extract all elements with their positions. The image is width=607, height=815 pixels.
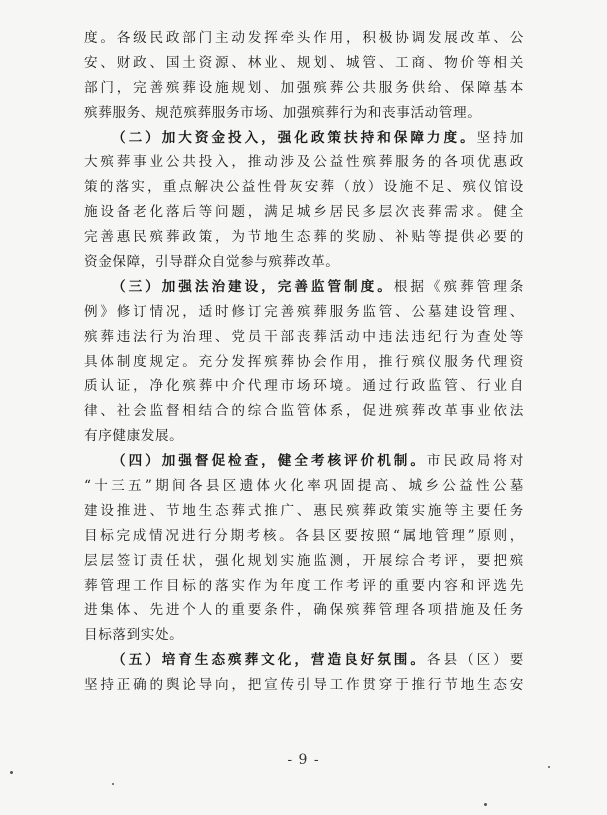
section-heading-line: [84, 449, 524, 474]
line-text: 例》修订情况，适时修订完善殡葬服务监管、公墓建设管理、: [84, 303, 524, 320]
body-line: [84, 374, 524, 399]
section-heading: （二）加大资金投入，强化政策扶持和保障力度。: [112, 129, 477, 146]
line-text: 施设备老化落后等问题，满足城乡居民多层次丧葬需求。健全: [84, 204, 524, 221]
body-line: [84, 574, 524, 599]
scan-speck: [10, 771, 13, 774]
body-line: [84, 325, 524, 350]
body-line: [84, 200, 524, 225]
line-text: 葬管理工作目标的落实作为年度工作考评的重要内容和评选先: [84, 577, 524, 594]
line-text: 完善惠民殡葬政策，为节地生态葬的奖励、补贴等提供必要的: [84, 229, 524, 246]
line-text: 大殡葬事业公共投入，推动涉及公益性殡葬服务的各项优惠政: [84, 154, 524, 171]
body-line: [84, 549, 524, 574]
section-heading-line: [84, 126, 524, 151]
body-line: [84, 399, 524, 424]
line-text: 坚持正确的舆论导向，把宣传引导工作贯穿于推行节地生态安: [84, 677, 524, 694]
body-line: [84, 26, 524, 51]
line-text: 建设推进、节地生态葬式推广、惠民殡葬政策实施等主要任务: [84, 502, 524, 519]
body-line: [84, 150, 524, 175]
body-line: [84, 250, 524, 275]
line-text: 质认证，净化殡葬中介代理市场环境。通过行政监管、行业自: [84, 378, 524, 395]
section-heading: （五）培育生态殡葬文化，营造良好氛围。: [112, 652, 427, 669]
section-heading-line: [84, 275, 524, 300]
body-line: [84, 101, 524, 126]
body-line: [84, 598, 524, 623]
line-text: 根据《殡葬管理条: [393, 278, 524, 295]
scan-speck: [548, 766, 550, 768]
body-line: [84, 300, 524, 325]
line-text: 律、社会监督相结合的综合监管体系，促进殡葬改革事业依法: [84, 403, 524, 420]
section-heading-line: [84, 648, 524, 673]
page-number: - 9 -: [287, 752, 320, 768]
body-line: [84, 350, 524, 375]
body-line: [84, 225, 524, 250]
line-text: 殡葬违法行为治理、党员干部丧葬活动中违法违纪行为查处等: [84, 328, 524, 345]
line-text: 目标落到实处。: [84, 627, 184, 644]
line-text: 各县（区）要: [426, 652, 524, 669]
line-text: 有序健康发展。: [84, 428, 184, 445]
body-line: [84, 76, 524, 101]
line-text: 资金保障，引导群众自觉参与殡葬改革。: [84, 254, 340, 271]
line-text: 进集体、先进个人的重要条件，确保殡葬管理各项措施及任务: [84, 602, 524, 619]
line-text: 策的落实，重点解决公益性骨灰安葬（放）设施不足、殡仪馆设: [84, 179, 524, 196]
body-line: [84, 623, 524, 648]
line-text: 层层签订责任状，强化规划实施监测，开展综合考评，要把殡: [84, 552, 524, 569]
body-line: [84, 524, 524, 549]
scan-speck: [484, 803, 487, 806]
section-heading: （三）加强法治建设，完善监管制度。: [112, 278, 394, 295]
line-text: 殡葬服务、规范殡葬服务市场、加强殡葬行为和丧事活动管理。: [84, 104, 482, 121]
scan-speck: [112, 783, 114, 785]
line-text: 目标完成情况进行分期考核。各县区要按照“属地管理”原则，: [84, 527, 524, 544]
line-text: 部门，完善殡葬设施规划、加强殡葬公共服务供给、保障基本: [84, 79, 524, 96]
line-text: “十三五”期间各县区遗体火化率巩固提高、城乡公益性公墓: [84, 478, 524, 495]
body-line: [84, 424, 524, 449]
body-line: [84, 673, 524, 698]
section-heading: （四）加强督促检查，健全考核评价机制。: [112, 453, 427, 470]
line-text: 市民政局将对: [426, 453, 524, 470]
line-text: 度。各级民政部门主动发挥牵头作用，积极协调发展改革、公: [84, 30, 524, 46]
line-text: 安、财政、国土资源、林业、规划、城管、工商、物价等相关: [84, 54, 524, 71]
body-line: [84, 175, 524, 200]
line-text: 坚持加: [476, 129, 524, 146]
body-text: [84, 26, 524, 698]
body-line: [84, 499, 524, 524]
line-text: 具体制度规定。充分发挥殡葬协会作用，推行殡仪服务代理资: [84, 353, 524, 370]
body-line: [84, 51, 524, 76]
body-line: [84, 474, 524, 499]
